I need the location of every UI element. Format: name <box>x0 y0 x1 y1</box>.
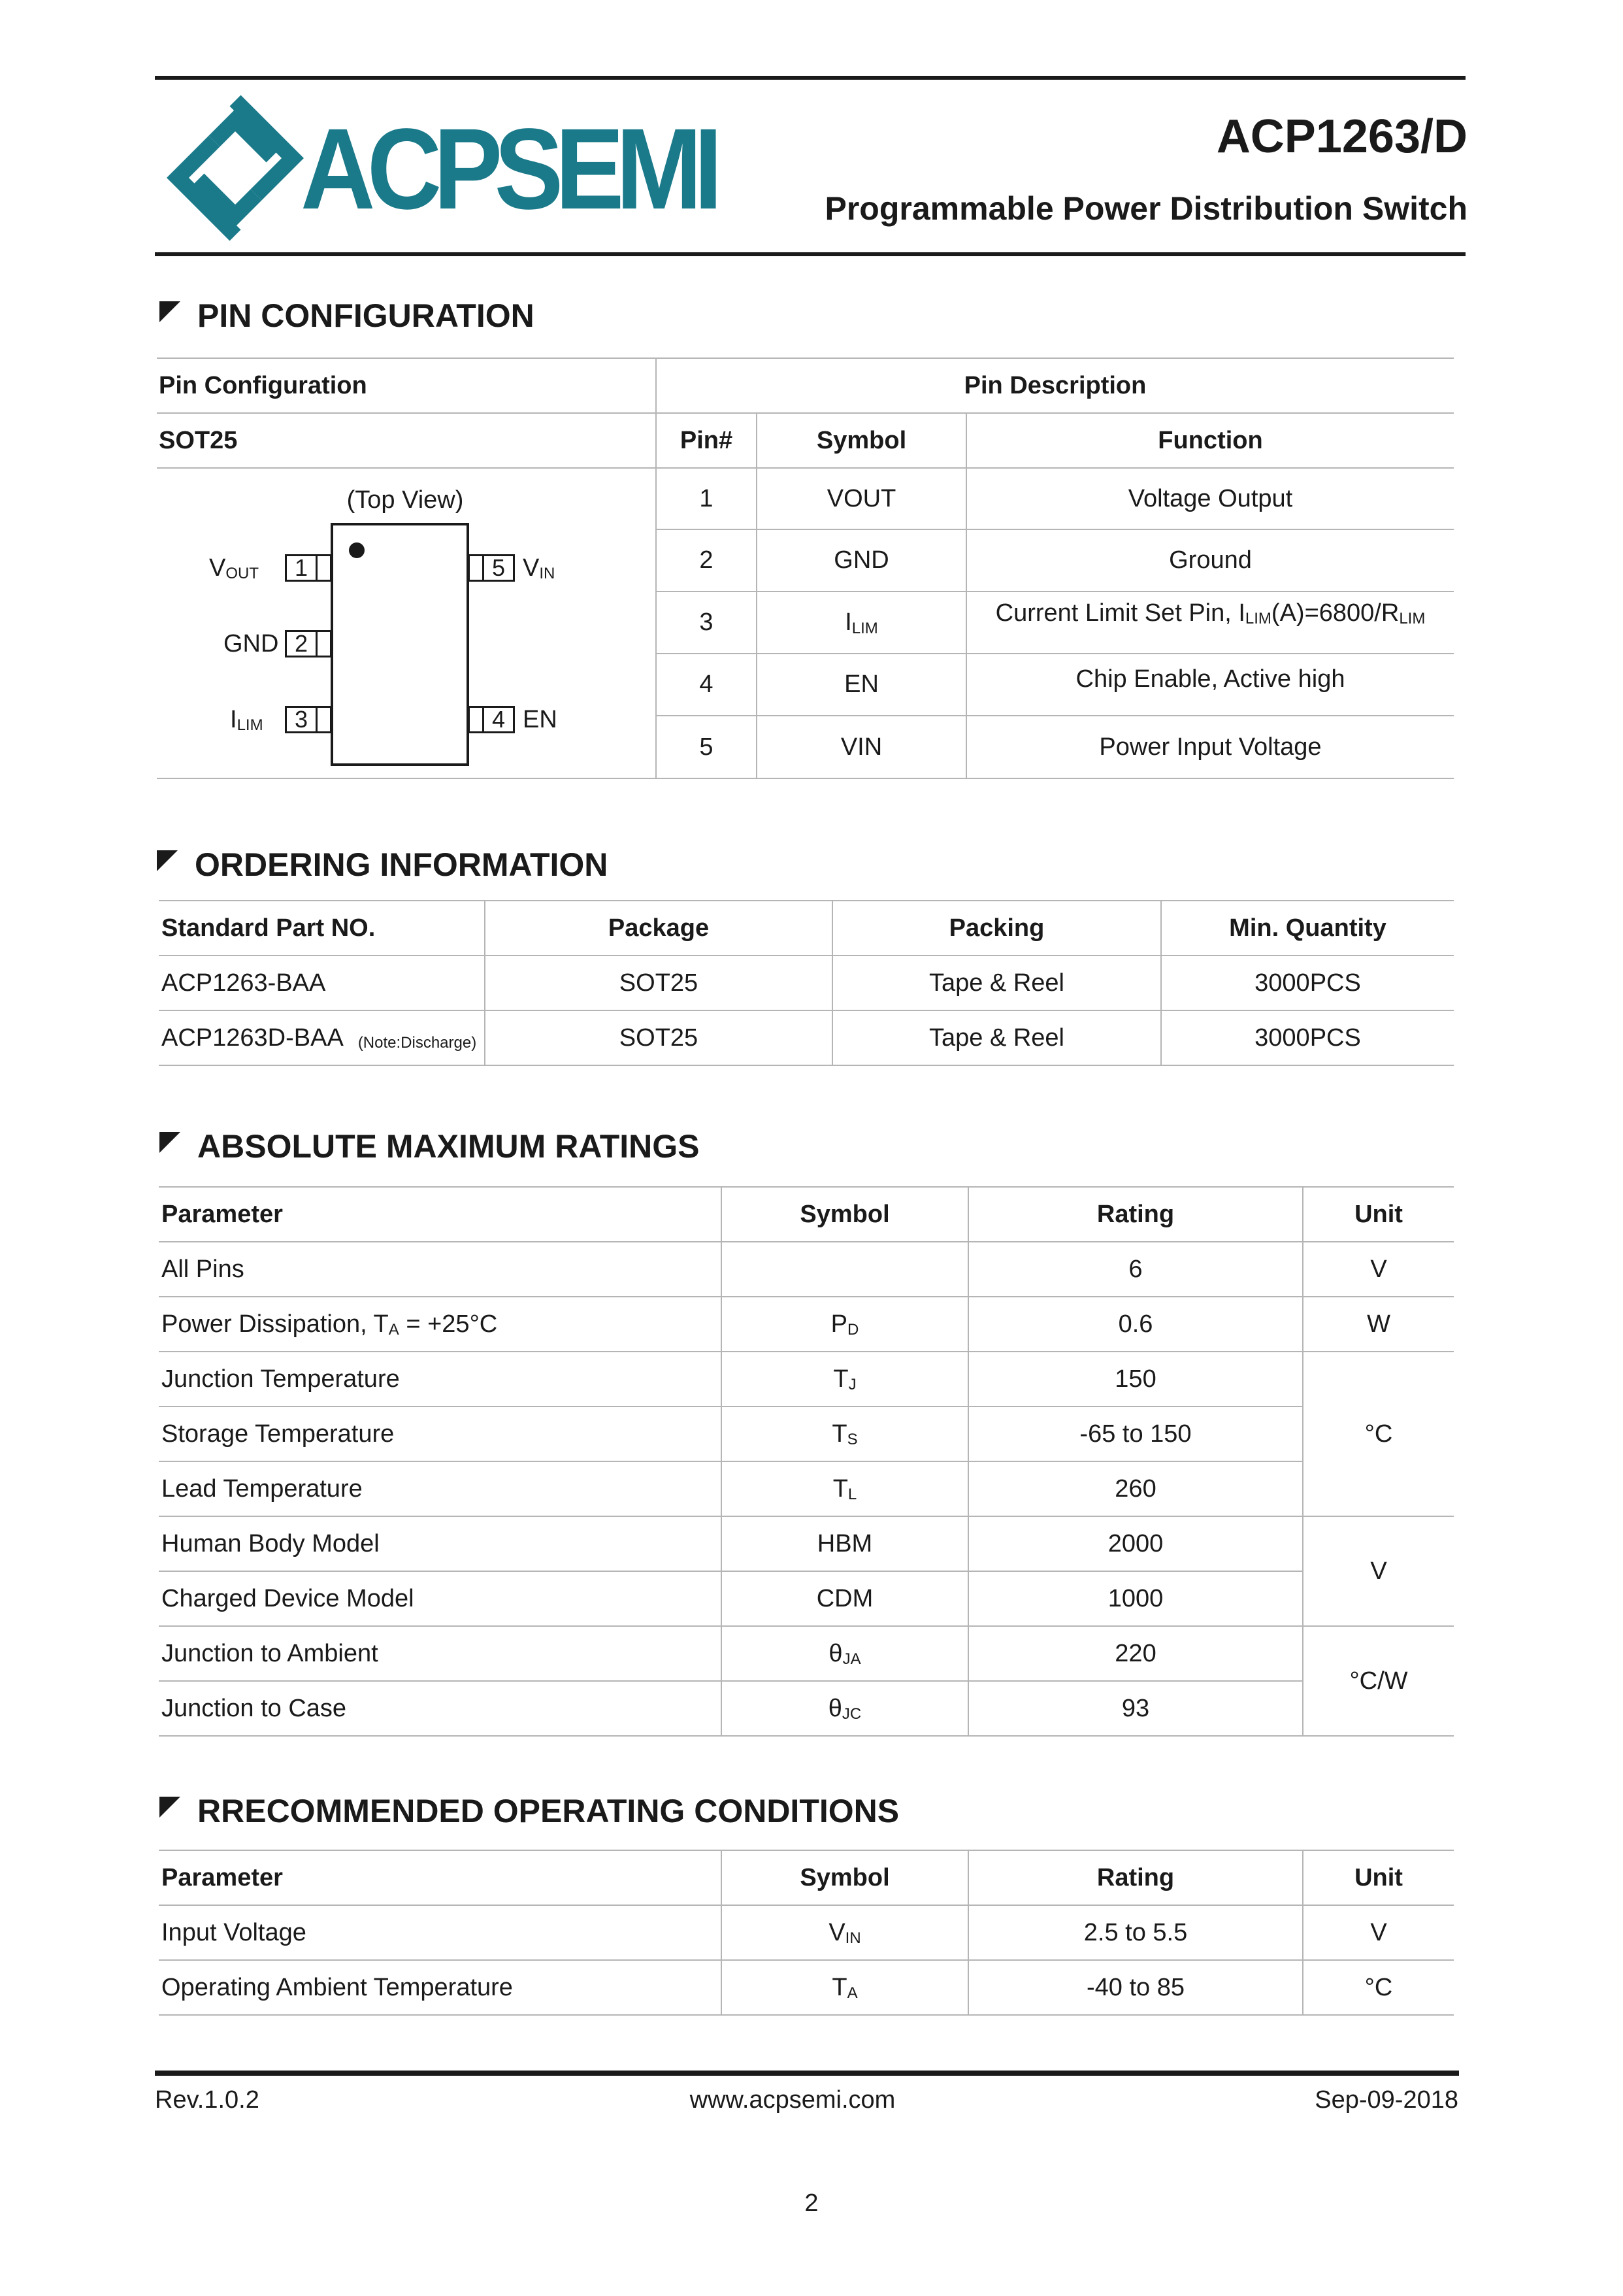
min-quantity: 3000PCS <box>1254 1023 1361 1052</box>
rec-op-heading: RRECOMMENDED OPERATING CONDITIONS <box>159 1788 899 1834</box>
rating: 0.6 <box>1118 1310 1153 1338</box>
rating: 6 <box>1128 1255 1143 1283</box>
section-marker-icon <box>159 1797 180 1818</box>
symbol: T A <box>832 1973 858 2002</box>
section-marker-icon <box>157 850 178 871</box>
header-min-quantity: Min. Quantity <box>1229 914 1386 942</box>
pin1-dot-icon <box>349 542 365 558</box>
discharge-note: (Note:Discharge) <box>357 1034 477 1052</box>
pin-lead <box>316 554 332 582</box>
pin-lead <box>468 706 484 733</box>
pin-symbol: EN <box>844 671 879 698</box>
symbol: T S <box>832 1420 858 1448</box>
abs-max-heading: ABSOLUTE MAXIMUM RATINGS <box>159 1123 699 1169</box>
unit: °C <box>1364 1973 1393 2001</box>
package: SOT25 <box>619 1023 698 1052</box>
logo-wordmark: ACPSEMI <box>301 105 715 233</box>
rating: 150 <box>1115 1365 1156 1393</box>
rating: 2.5 to 5.5 <box>1083 1918 1188 1946</box>
unit: V <box>1370 1557 1387 1585</box>
pin-number-box: 2 <box>285 630 318 657</box>
min-quantity: 3000PCS <box>1254 969 1361 997</box>
pin-function: Power Input Voltage <box>1099 733 1322 761</box>
pin-label: V OUT <box>209 554 259 582</box>
ic-package-body <box>331 523 469 766</box>
parameter: Junction Temperature <box>161 1365 400 1393</box>
website-link[interactable]: www.acpsemi.com <box>689 2086 896 2114</box>
pin-symbol: I LIM <box>845 608 878 637</box>
header-pin-number: Pin# <box>680 426 733 454</box>
header-packing: Packing <box>949 914 1045 942</box>
header-parameter: Parameter <box>161 1200 283 1228</box>
part-number: ACP1263-BAA <box>161 969 326 997</box>
header-unit: Unit <box>1354 1200 1403 1228</box>
pin-number: 3 <box>699 608 713 636</box>
parameter: Input Voltage <box>161 1918 306 1946</box>
unit: °C/W <box>1349 1667 1408 1695</box>
rating: 93 <box>1121 1694 1150 1722</box>
document-subtitle: Programmable Power Distribution Switch <box>825 190 1467 227</box>
section-marker-icon <box>159 1132 180 1153</box>
symbol: θ JA <box>828 1639 861 1668</box>
pin-number-box: 4 <box>482 706 515 733</box>
header-symbol: Symbol <box>800 1200 890 1228</box>
packing: Tape & Reel <box>928 969 1064 997</box>
symbol: T L <box>832 1474 857 1503</box>
package-label: SOT25 <box>159 426 238 454</box>
revision-label: Rev.1.0.2 <box>155 2086 259 2114</box>
pin-number: 4 <box>699 671 713 698</box>
symbol: V IN <box>828 1918 861 1947</box>
parameter: Charged Device Model <box>161 1584 414 1612</box>
header-pin-description: Pin Description <box>964 371 1147 399</box>
header-part-no: Standard Part NO. <box>161 914 376 942</box>
pin-function: Current Limit Set Pin, I LIM (A)=6800/R LIM <box>995 599 1426 627</box>
pin-symbol: VIN <box>840 733 883 761</box>
pin-label: GND <box>223 629 279 657</box>
acpsemi-logo-mark <box>157 93 314 243</box>
rating: 1000 <box>1107 1584 1164 1612</box>
pin-lead <box>468 554 484 582</box>
unit: °C <box>1364 1420 1393 1448</box>
header-symbol: Symbol <box>800 1863 890 1891</box>
pin-function: Voltage Output <box>1128 484 1293 512</box>
rating: 220 <box>1115 1639 1156 1667</box>
pin-function: Chip Enable, Active high <box>1075 665 1345 693</box>
header-function: Function <box>1158 426 1263 454</box>
header-pin-configuration: Pin Configuration <box>159 371 367 399</box>
symbol: CDM <box>816 1584 874 1612</box>
section-marker-icon <box>159 301 180 322</box>
header-top-rule <box>155 76 1466 80</box>
unit: V <box>1370 1255 1387 1283</box>
package: SOT25 <box>619 969 698 997</box>
unit: W <box>1367 1310 1390 1338</box>
header-rating: Rating <box>1096 1863 1175 1891</box>
ordering-heading: ORDERING INFORMATION <box>157 842 608 888</box>
parameter: Lead Temperature <box>161 1474 363 1503</box>
pin-label: EN <box>523 705 557 733</box>
company-logo <box>157 93 715 243</box>
rating: 2000 <box>1107 1529 1164 1557</box>
part-number: ACP1263D-BAA (Note:Discharge) <box>161 1023 477 1052</box>
parameter: All Pins <box>161 1255 244 1283</box>
pin-symbol: GND <box>834 546 889 574</box>
pin-lead <box>316 630 332 657</box>
top-view-label: (Top View) <box>346 486 464 514</box>
rating: -40 to 85 <box>1087 1973 1185 2001</box>
parameter: Junction to Ambient <box>161 1639 378 1667</box>
header-rating: Rating <box>1096 1200 1175 1228</box>
header-unit: Unit <box>1354 1863 1403 1891</box>
packing: Tape & Reel <box>928 1023 1064 1052</box>
footer-rule <box>155 2071 1459 2076</box>
pin-label: I LIM <box>230 705 263 734</box>
pin-number-box: 3 <box>285 706 318 733</box>
parameter: Human Body Model <box>161 1529 380 1557</box>
pin-number: 2 <box>699 546 713 574</box>
rating: -65 to 150 <box>1079 1420 1192 1448</box>
header-parameter: Parameter <box>161 1863 283 1891</box>
pin-lead <box>316 706 332 733</box>
header-package: Package <box>608 914 710 942</box>
parameter: Storage Temperature <box>161 1420 395 1448</box>
pin-function: Ground <box>1169 546 1252 574</box>
rating: 260 <box>1115 1474 1156 1503</box>
pin-symbol: VOUT <box>827 484 896 512</box>
symbol: T J <box>833 1365 857 1393</box>
parameter: Power Dissipation, T A = +25°C <box>161 1310 498 1339</box>
pin-number: 5 <box>699 733 713 761</box>
page-number: 2 <box>804 2189 819 2217</box>
part-number-title: ACP1263/D <box>1216 110 1467 163</box>
pin-label: V IN <box>523 554 555 582</box>
header-symbol: Symbol <box>816 426 907 454</box>
pin-number-box: 1 <box>285 554 318 582</box>
document-date: Sep-09-2018 <box>1315 2086 1458 2114</box>
unit: V <box>1370 1918 1387 1946</box>
symbol: P D <box>830 1310 859 1339</box>
header-bottom-rule <box>155 252 1466 256</box>
parameter: Operating Ambient Temperature <box>161 1973 513 2001</box>
symbol: θ JC <box>828 1694 862 1723</box>
pin-config-heading: PIN CONFIGURATION <box>159 293 534 339</box>
pin-number: 1 <box>699 484 713 512</box>
symbol: HBM <box>817 1529 873 1557</box>
pin-number-box: 5 <box>482 554 515 582</box>
parameter: Junction to Case <box>161 1694 347 1722</box>
